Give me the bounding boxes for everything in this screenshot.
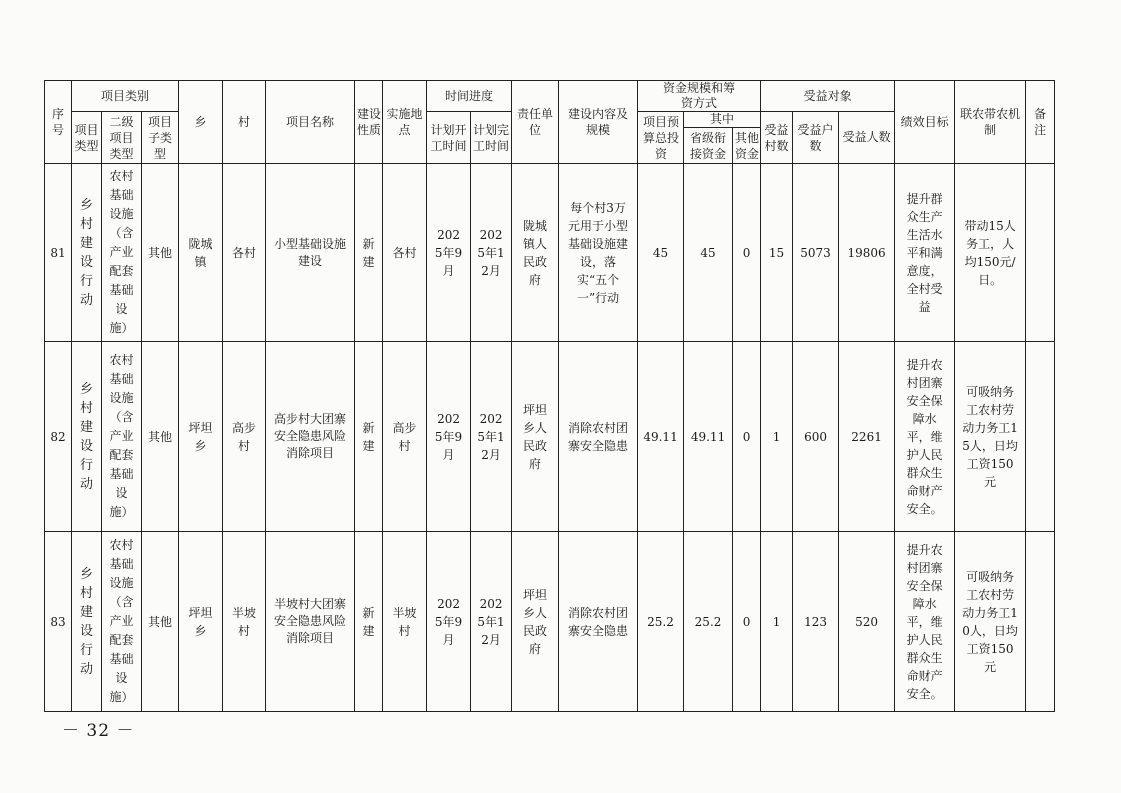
- header-fund-provincial: 省级衔接资金: [684, 128, 733, 164]
- row-seq: 82: [45, 342, 72, 532]
- row-link: 带动15人务工，人均150元/日。: [955, 164, 1026, 342]
- header-category-type: 项目类型: [72, 112, 102, 164]
- header-village: 村: [223, 81, 266, 164]
- header-seq: 序号: [45, 81, 72, 164]
- row-plan-end: 2025年12月: [471, 164, 512, 342]
- header-category-second: 二级项目类型: [102, 112, 142, 164]
- row-project-name: 半坡村大团寨安全隐患风险消除项目: [266, 532, 355, 712]
- header-nature: 建设性质: [355, 81, 383, 164]
- row-fund-other: 0: [733, 342, 761, 532]
- header-fund-of-which: 其中: [684, 112, 761, 128]
- row-plan-start: 2025年9月: [427, 164, 471, 342]
- project-table: [44, 80, 1055, 712]
- row-township: 坪坦乡: [179, 532, 223, 712]
- row-location: 高步村: [383, 342, 427, 532]
- row-content: 消除农村团寨安全隐患: [559, 532, 638, 712]
- header-benefit-people: 受益人数: [839, 112, 895, 164]
- row-content: 每个村3万元用于小型基础设施建设，落实“五个一”行动: [559, 164, 638, 342]
- header-project-name: 项目名称: [266, 81, 355, 164]
- row-village: 各村: [223, 164, 266, 342]
- row-benefit-villages: 15: [761, 164, 793, 342]
- row-benefit-households: 123: [793, 532, 839, 712]
- row-village: 高步村: [223, 342, 266, 532]
- row-fund-provincial: 45: [684, 164, 733, 342]
- row-type: 乡村建设行动: [72, 532, 102, 712]
- row-nature: 新建: [355, 164, 383, 342]
- row-remark: [1026, 164, 1055, 342]
- row-township: 陇城镇: [179, 164, 223, 342]
- row-benefit-households: 5073: [793, 164, 839, 342]
- header-benefit-villages: 受益村数: [761, 112, 793, 164]
- row-location: 各村: [383, 164, 427, 342]
- header-goal: 绩效目标: [895, 81, 955, 164]
- row-type: 乡村建设行动: [72, 342, 102, 532]
- table-row: [45, 342, 1055, 532]
- row-fund-other: 0: [733, 164, 761, 342]
- header-location: 实施地点: [383, 81, 427, 164]
- row-fund-total: 45: [638, 164, 684, 342]
- row-fund-other: 0: [733, 532, 761, 712]
- row-remark: [1026, 342, 1055, 532]
- header-link: 联农带农机制: [955, 81, 1026, 164]
- header-benefit-households: 受益户数: [793, 112, 839, 164]
- row-responsible: 陇城镇人民政府: [512, 164, 559, 342]
- header-remark: 备注: [1026, 81, 1055, 164]
- row-village: 半坡村: [223, 532, 266, 712]
- header-fund-total: 项目预算总投资: [638, 112, 684, 164]
- header-township: 乡: [179, 81, 223, 164]
- row-seq: 83: [45, 532, 72, 712]
- row-goal: 提升农村团寨安全保障水平，维护人民群众生命财产安全。: [895, 342, 955, 532]
- row-benefit-villages: 1: [761, 532, 793, 712]
- row-plan-start: 2025年9月: [427, 532, 471, 712]
- row-link: 可吸纳务工农村劳动力务工10人，日均工资150元: [955, 532, 1026, 712]
- table-row: [45, 164, 1055, 342]
- row-goal: 提升农村团寨安全保障水平，维护人民群众生命财产安全。: [895, 532, 955, 712]
- row-type: 乡村建设行动: [72, 164, 102, 342]
- row-remark: [1026, 532, 1055, 712]
- header-benefit-group: 受益对象: [761, 81, 895, 112]
- row-plan-end: 2025年12月: [471, 342, 512, 532]
- header-fund-other: 其他资金: [733, 128, 761, 164]
- row-link: 可吸纳务工农村劳动力务工15人，日均工资150元: [955, 342, 1026, 532]
- page-number: － 32 －: [62, 721, 135, 741]
- row-second: 农村基础设施（含产业配套基础设施）: [102, 532, 142, 712]
- row-responsible: 坪坦乡人民政府: [512, 342, 559, 532]
- row-plan-start: 2025年9月: [427, 342, 471, 532]
- row-second: 农村基础设施（含产业配套基础设施）: [102, 164, 142, 342]
- row-benefit-people: 520: [839, 532, 895, 712]
- row-nature: 新建: [355, 532, 383, 712]
- row-nature: 新建: [355, 342, 383, 532]
- row-township: 坪坦乡: [179, 342, 223, 532]
- row-fund-provincial: 25.2: [684, 532, 733, 712]
- row-second: 农村基础设施（含产业配套基础设施）: [102, 342, 142, 532]
- header-plan-end: 计划完工时间: [471, 112, 512, 164]
- row-fund-total: 49.11: [638, 342, 684, 532]
- row-sub: 其他: [142, 342, 179, 532]
- row-project-name: 高步村大团寨安全隐患风险消除项目: [266, 342, 355, 532]
- header-time-group: 时间进度: [427, 81, 512, 112]
- row-benefit-people: 19806: [839, 164, 895, 342]
- table-row: [45, 532, 1055, 712]
- row-responsible: 坪坦乡人民政府: [512, 532, 559, 712]
- row-location: 半坡村: [383, 532, 427, 712]
- row-fund-total: 25.2: [638, 532, 684, 712]
- row-seq: 81: [45, 164, 72, 342]
- row-benefit-people: 2261: [839, 342, 895, 532]
- header-category-group: 项目类别: [72, 81, 179, 112]
- header-category-sub: 项目子类型: [142, 112, 179, 164]
- row-content: 消除农村团寨安全隐患: [559, 342, 638, 532]
- row-benefit-villages: 1: [761, 342, 793, 532]
- header-responsible: 责任单位: [512, 81, 559, 164]
- project-table-sheet: [44, 80, 1054, 712]
- header-content: 建设内容及规模: [559, 81, 638, 164]
- row-sub: 其他: [142, 164, 179, 342]
- header-plan-start: 计划开工时间: [427, 112, 471, 164]
- row-goal: 提升群众生产生活水平和满意度，全村受益: [895, 164, 955, 342]
- header-fund-group: 资金规模和筹资方式: [638, 81, 761, 112]
- row-plan-end: 2025年12月: [471, 532, 512, 712]
- row-benefit-households: 600: [793, 342, 839, 532]
- row-sub: 其他: [142, 532, 179, 712]
- row-fund-provincial: 49.11: [684, 342, 733, 532]
- row-project-name: 小型基础设施建设: [266, 164, 355, 342]
